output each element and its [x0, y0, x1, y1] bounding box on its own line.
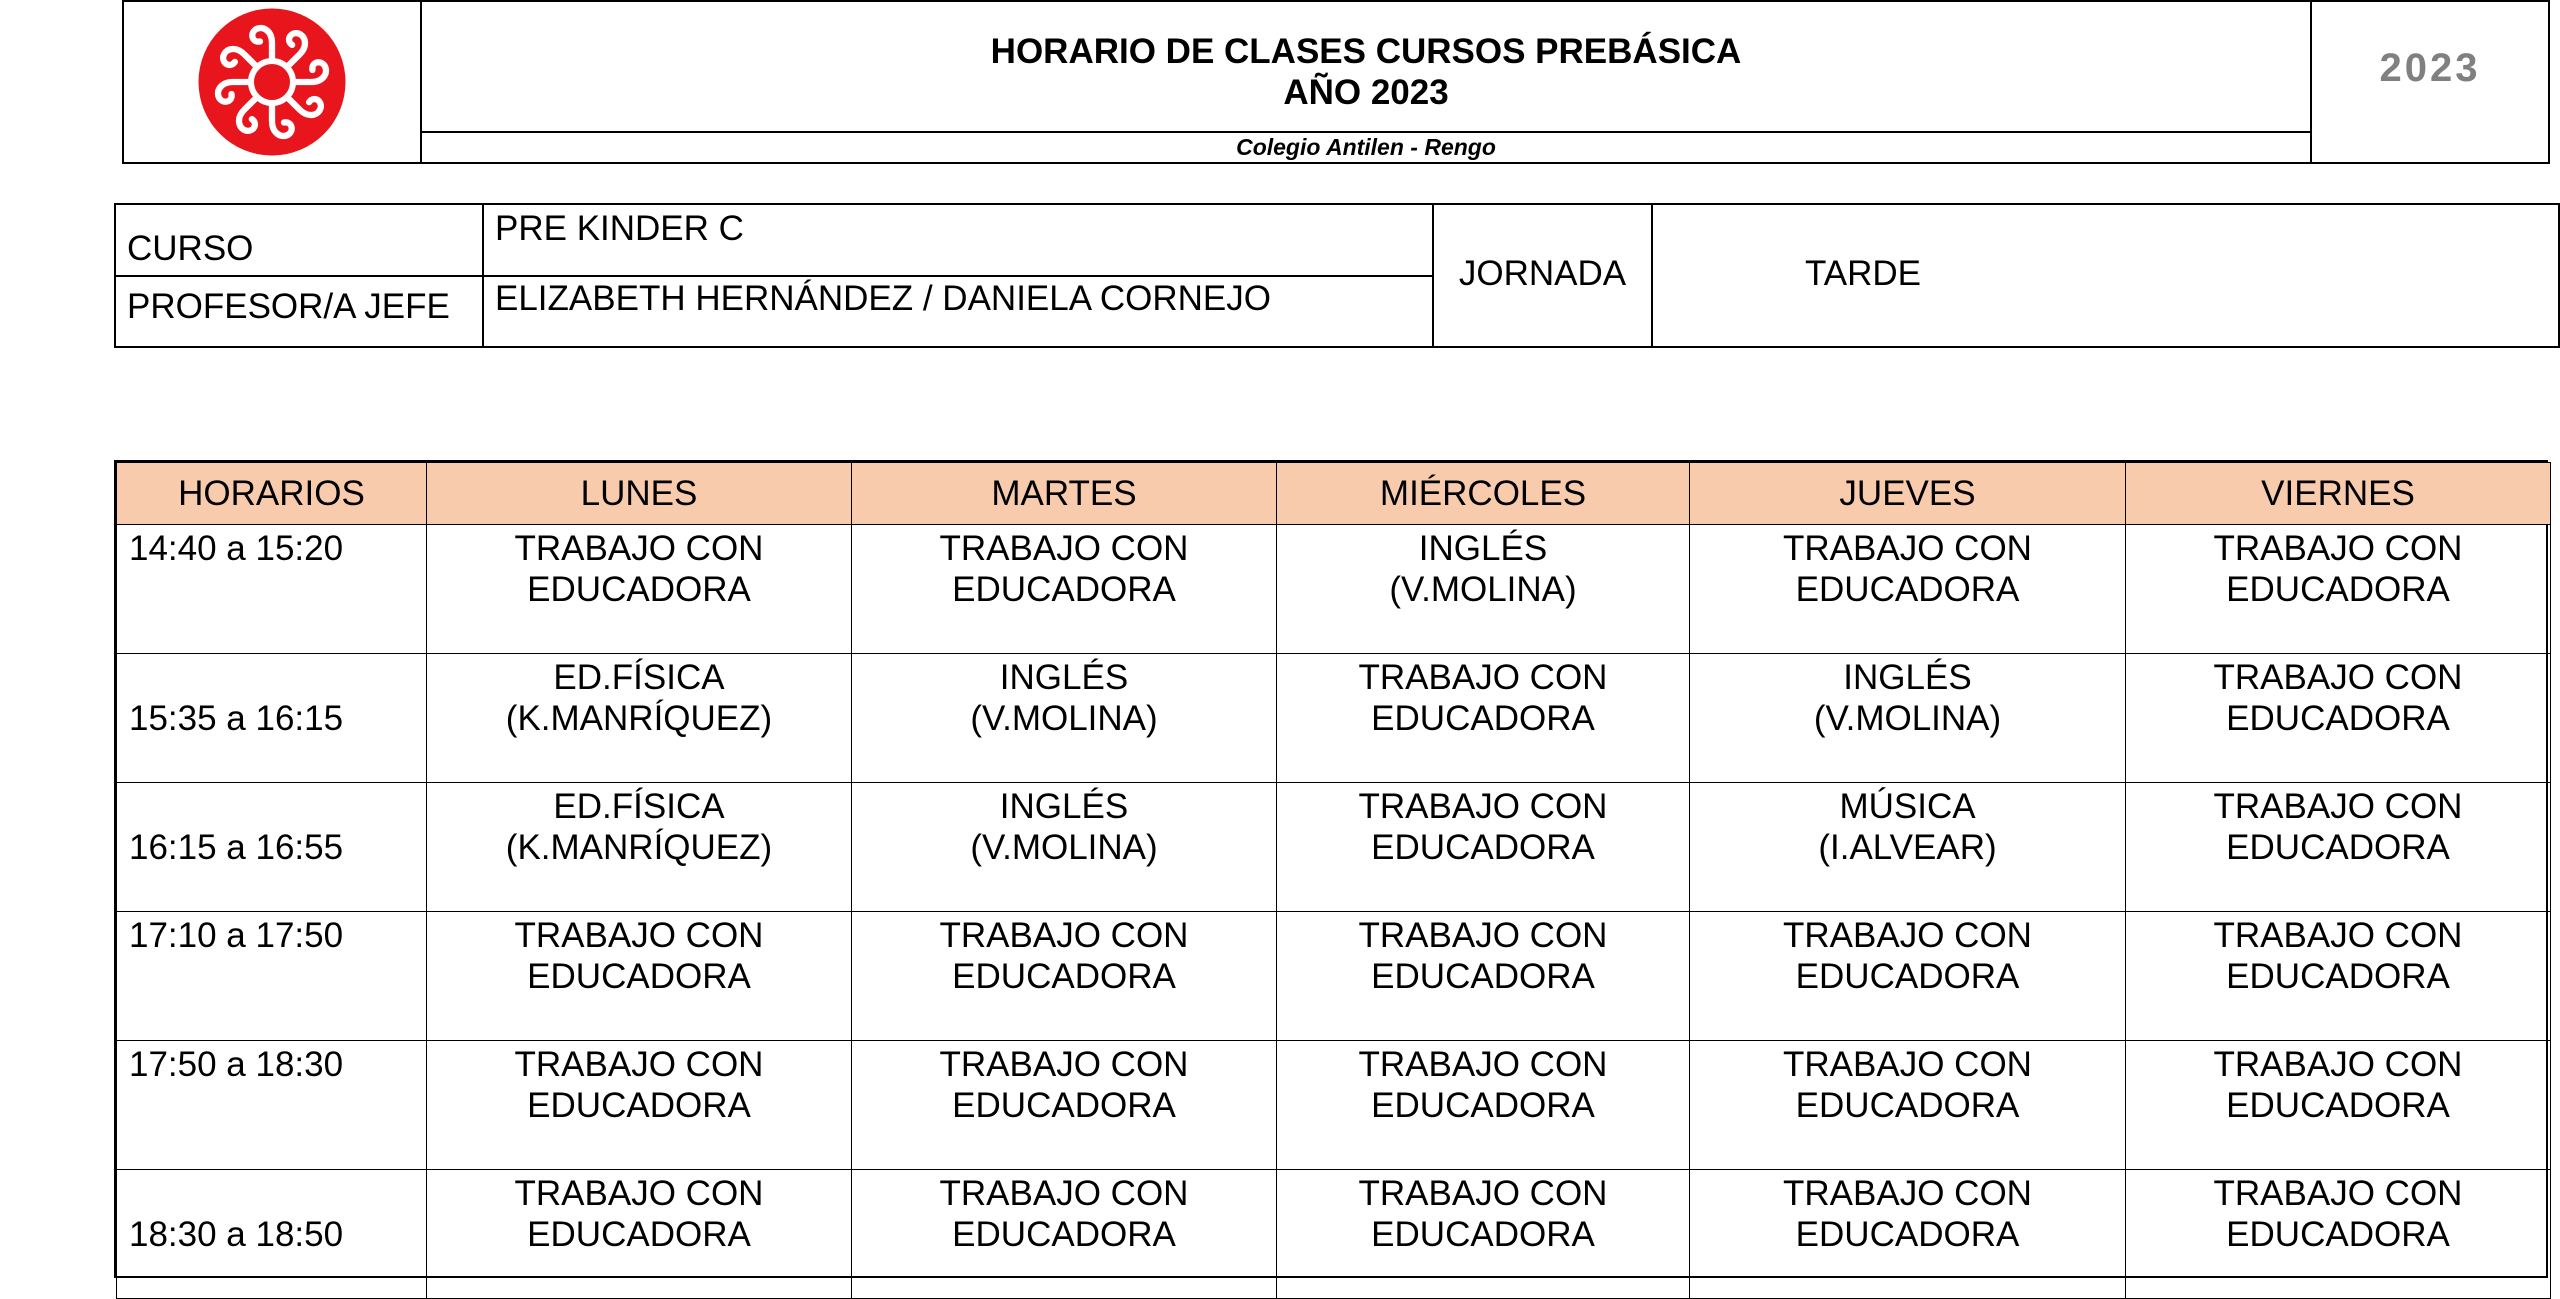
schedule-cell: TRABAJO CON EDUCADORA	[852, 525, 1277, 654]
document-title: HORARIO DE CLASES CURSOS PREBÁSICA	[990, 31, 1742, 71]
year-badge: 2023	[2379, 46, 2481, 90]
schedule-cell: INGLÉS (V.MOLINA)	[852, 654, 1277, 783]
schedule-cell: TRABAJO CON EDUCADORA	[1690, 1170, 2126, 1299]
header-lunes: LUNES	[427, 463, 852, 525]
schedule-cell: TRABAJO CON EDUCADORA	[1277, 1041, 1690, 1170]
schedule-cell: TRABAJO CON EDUCADORA	[1277, 912, 1690, 1041]
schedule-cell: TRABAJO CON EDUCADORA	[2126, 654, 2551, 783]
schedule-header-row	[117, 463, 2551, 525]
schedule-cell: INGLÉS (V.MOLINA)	[852, 783, 1277, 912]
table-row	[117, 783, 2551, 912]
schedule-cell: INGLÉS (V.MOLINA)	[1277, 525, 1690, 654]
schedule-cell: TRABAJO CON EDUCADORA	[2126, 1170, 2551, 1299]
schedule-cell: TRABAJO CON EDUCADORA	[427, 1041, 852, 1170]
schedule-cell: ED.FÍSICA (K.MANRÍQUEZ)	[427, 654, 852, 783]
schedule-cell: TRABAJO CON EDUCADORA	[852, 1170, 1277, 1299]
schedule-cell: TRABAJO CON EDUCADORA	[1690, 912, 2126, 1041]
schedule-cell: TRABAJO CON EDUCADORA	[2126, 912, 2551, 1041]
jornada-value: TARDE	[1805, 253, 1922, 293]
schedule-cell: INGLÉS (V.MOLINA)	[1690, 654, 2126, 783]
profesor-value: ELIZABETH HERNÁNDEZ / DANIELA CORNEJO	[484, 277, 1434, 346]
header-horarios: HORARIOS	[117, 463, 427, 525]
profesor-label: PROFESOR/A JEFE	[116, 277, 484, 346]
schedule-cell: TRABAJO CON EDUCADORA	[427, 912, 852, 1041]
schedule-table	[114, 460, 2548, 1278]
school-logo-icon	[197, 6, 347, 158]
table-row	[117, 912, 2551, 1041]
schedule-cell: MÚSICA (I.ALVEAR)	[1690, 783, 2126, 912]
table-row	[117, 525, 2551, 654]
logo-cell	[124, 2, 422, 162]
curso-value: PRE KINDER C	[484, 205, 1434, 277]
table-row	[117, 654, 2551, 783]
table-row	[117, 1041, 2551, 1170]
course-info-table	[114, 203, 2560, 348]
schedule-cell: TRABAJO CON EDUCADORA	[427, 1170, 852, 1299]
table-row	[117, 1170, 2551, 1299]
schedule-cell: TRABAJO CON EDUCADORA	[852, 1041, 1277, 1170]
time-slot: 15:35 a 16:15	[117, 654, 427, 783]
schedule-cell: TRABAJO CON EDUCADORA	[1277, 1170, 1690, 1299]
time-slot: 17:50 a 18:30	[117, 1041, 427, 1170]
time-slot: 14:40 a 15:20	[117, 525, 427, 654]
schedule-cell: TRABAJO CON EDUCADORA	[2126, 525, 2551, 654]
curso-label: CURSO	[116, 205, 484, 277]
school-name: Colegio Antilen - Rengo	[422, 133, 2312, 162]
schedule-cell: TRABAJO CON EDUCADORA	[1277, 783, 1690, 912]
header-miercoles: MIÉRCOLES	[1277, 463, 1690, 525]
schedule-cell: TRABAJO CON EDUCADORA	[852, 912, 1277, 1041]
title-cell	[422, 2, 2312, 133]
time-slot: 17:10 a 17:50	[117, 912, 427, 1041]
header-jueves: JUEVES	[1690, 463, 2126, 525]
header-viernes: VIERNES	[2126, 463, 2551, 525]
time-slot: 16:15 a 16:55	[117, 783, 427, 912]
schedule-cell: TRABAJO CON EDUCADORA	[1277, 654, 1690, 783]
schedule-cell: TRABAJO CON EDUCADORA	[1690, 1041, 2126, 1170]
document-year-title: AÑO 2023	[1283, 72, 1449, 112]
schedule-cell: TRABAJO CON EDUCADORA	[1690, 525, 2126, 654]
time-slot: 18:30 a 18:50	[117, 1170, 427, 1299]
schedule-cell: TRABAJO CON EDUCADORA	[2126, 1041, 2551, 1170]
jornada-label: JORNADA	[1434, 205, 1653, 346]
schedule-cell: TRABAJO CON EDUCADORA	[427, 525, 852, 654]
schedule-cell: ED.FÍSICA (K.MANRÍQUEZ)	[427, 783, 852, 912]
header-martes: MARTES	[852, 463, 1277, 525]
document-header	[122, 0, 2550, 164]
schedule-cell: TRABAJO CON EDUCADORA	[2126, 783, 2551, 912]
